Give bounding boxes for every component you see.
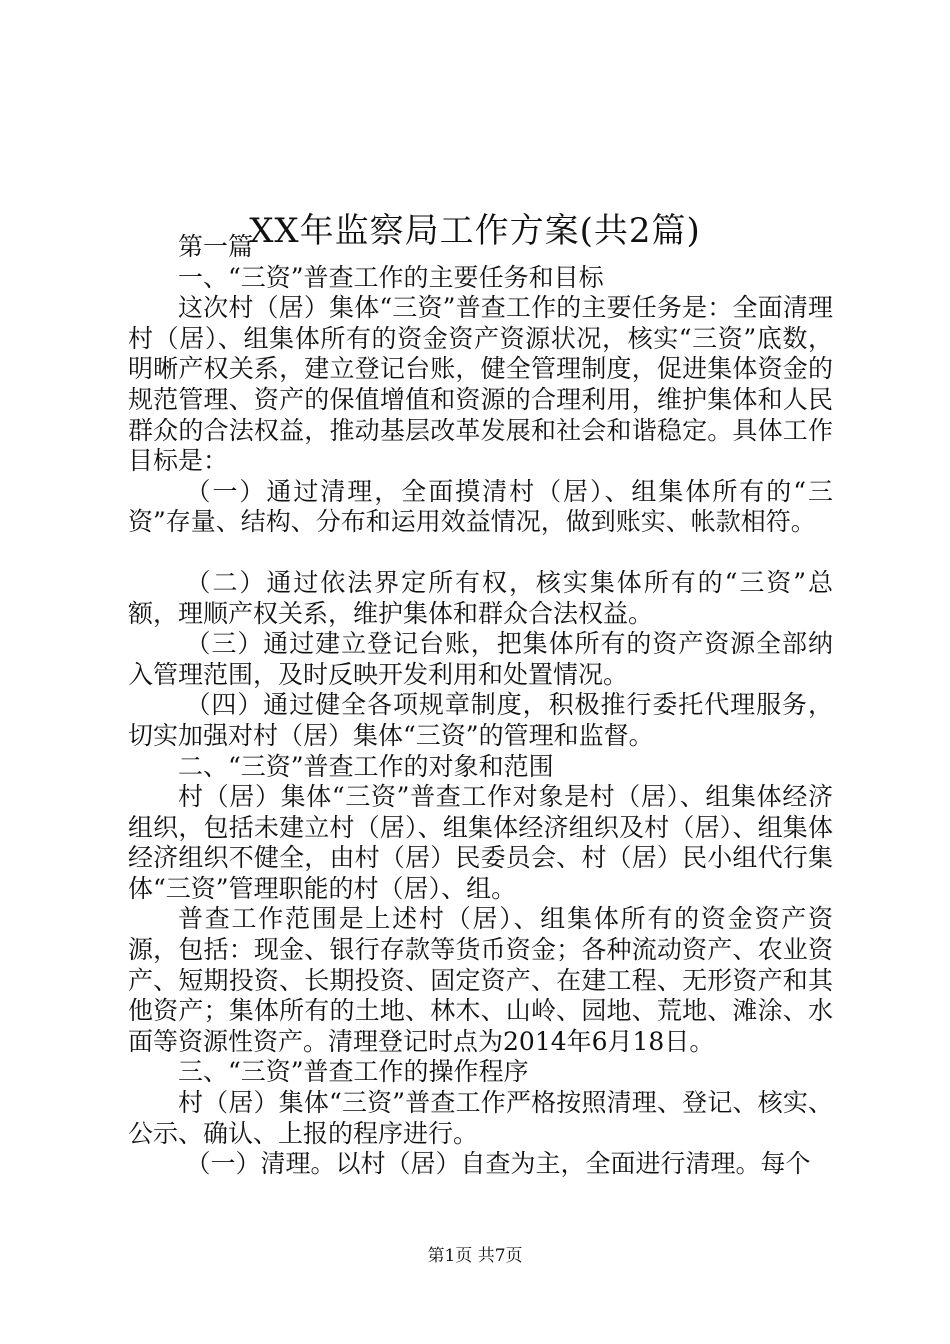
document-title: XX年监察局工作方案(共2篇) <box>249 210 701 251</box>
heading-2: 二、“三资”普查工作的对象和范围 <box>178 751 554 781</box>
paragraph: 普查工作范围是上述村（居）、组集体所有的资金资产资源，包括：现金、银行存款等货币资金；各种流动资产、农业资产、短期投资、长期投资、固定资产、在建工程、无形资产和其他资产；集体所有的土地、林木、山岭、园地、荒地、滩涂、水面等资源性资产。清理登记时点为2014年6月18日。 <box>128 904 833 1056</box>
list-item-3: （三）通过建立登记台账，把集体所有的资产资源全部纳入管理范围，及时反映开发利用和处置情况。 <box>128 629 833 689</box>
page-footer: 第1页 共7页 <box>427 1246 523 1266</box>
paragraph: 村（居）集体“三资”普查工作对象是村（居）、组集体经济组织，包括未建立村（居）、组集体经济组织及村（居）、组集体经济组织不健全，由村（居）民委员会、村（居）民小组代行集体“三资”管理职能的村（居）、组。 <box>128 782 833 903</box>
section-label: 第一篇 <box>178 232 254 261</box>
paragraph: 村（居）集体“三资”普查工作严格按照清理、登记、核实、公示、确认、上报的程序进行。 <box>128 1088 833 1148</box>
document-body <box>128 232 833 1180</box>
list-item-2: （二）通过依法界定所有权，核实集体所有的“三资”总额，理顺产权关系，维护集体和群众合法权益。 <box>128 567 833 628</box>
heading-3: 三、“三资”普查工作的操作程序 <box>178 1057 529 1087</box>
list-item-5: （一）清理。以村（居）自查为主，全面进行清理。每个 <box>185 1149 811 1179</box>
list-item-1: （一）通过清理，全面摸清村（居）、组集体所有的“三资”存量、结构、分布和运用效益情况，做到账实、帐款相符。 <box>128 476 833 537</box>
paragraph: 这次村（居）集体“三资”普查工作的主要任务是：全面清理村（居）、组集体所有的资金资产资源状况，核实“三资”底数，明晰产权关系，建立登记台账，健全管理制度，促进集体资金的规范管理、资产的保值增值和资源的合理利用，维护集体和人民群众的合法权益，推动基层改革发展和社会和谐稳定。具体工作目标是： <box>128 293 833 476</box>
heading-1: 一、“三资”普查工作的主要任务和目标 <box>178 262 604 292</box>
list-item-4: （四）通过健全各项规章制度，积极推行委托代理服务，切实加强对村（居）集体“三资”的管理和监督。 <box>128 690 833 750</box>
